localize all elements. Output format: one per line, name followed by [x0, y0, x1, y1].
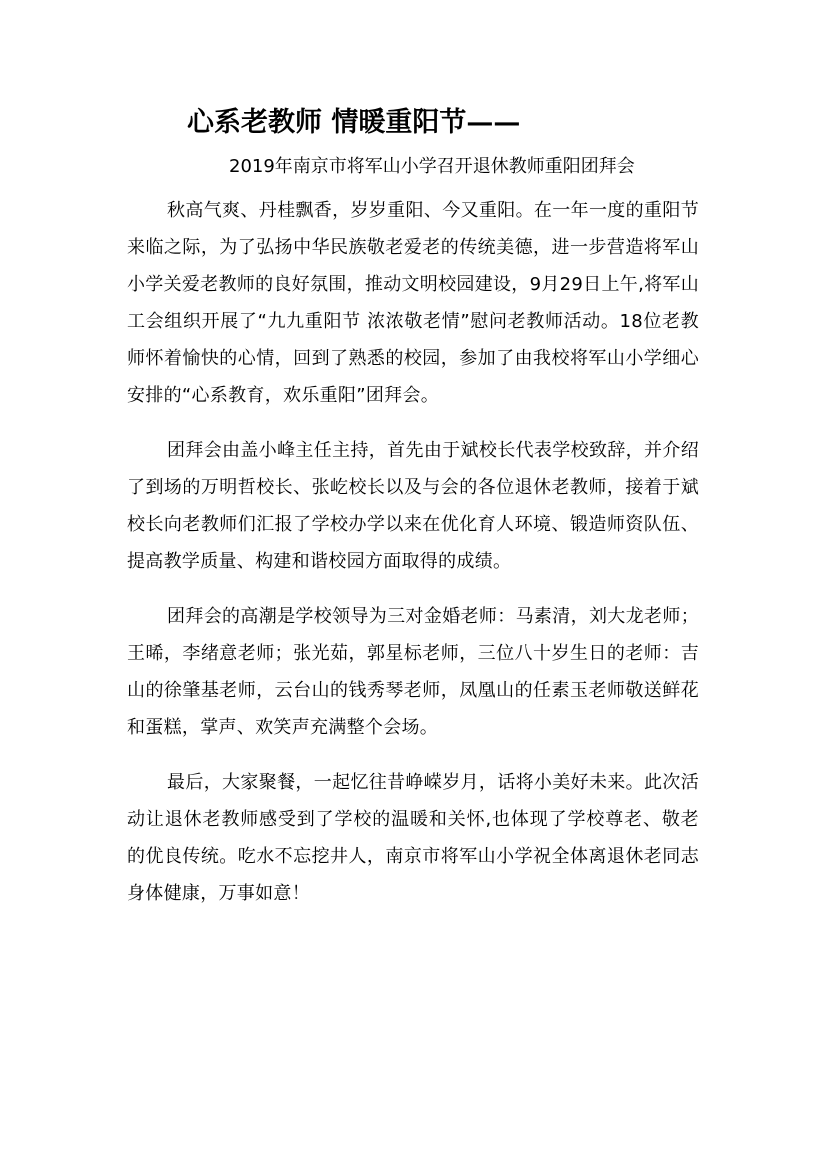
- paragraph-host: 团拜会由盖小峰主任主持，首先由于斌校长代表学校致辞，并介绍了到场的万明哲校长、张屹校长以及与会的各位退休老教师，接着于斌校长向老教师们汇报了学校办学以来在优化育人环境、锻造师资队伍、提高教学质量、构建和谐校园方面取得的成绩。: [127, 440, 699, 572]
- page-title: 心系老教师 情暖重阳节——: [187, 107, 521, 138]
- paragraph-highlight: 团拜会的高潮是学校领导为三对金婚老师：马素清，刘大龙老师；王晞，李绪意老师；张光茹，郭星标老师，三位八十岁生日的老师：吉山的徐肇基老师，云台山的钱秀琴老师，凤凰山的任素玉老师敬送鲜花和蛋糕，掌声、欢笑声充满整个会场。: [127, 606, 699, 738]
- page-subtitle: 2019年南京市将军山小学召开退休教师重阳团拜会: [229, 156, 635, 177]
- article-body: [127, 192, 699, 930]
- paragraph-closing: 最后，大家聚餐，一起忆往昔峥嵘岁月，话将小美好未来。此次活动让退休老教师感受到了学校的温暖和关怀,也体现了学校尊老、敬老的优良传统。吃水不忘挖井人，南京市将军山小学祝全体离退休老同志身体健康，万事如意！: [127, 772, 699, 904]
- paragraph-intro: 秋高气爽、丹桂飘香，岁岁重阳、今又重阳。在一年一度的重阳节来临之际，为了弘扬中华民族敬老爱老的传统美德，进一步营造将军山小学关爱老教师的良好氛围，推动文明校园建设，9月29日上午,将军山工会组织开展了“九九重阳节 浓浓敬老情”慰问老教师活动。18位老教师怀着愉快的心情，回到了熟悉的校园，参加了由我校将军山小学细心安排的“心系教育，欢乐重阳”团拜会。: [127, 200, 699, 406]
